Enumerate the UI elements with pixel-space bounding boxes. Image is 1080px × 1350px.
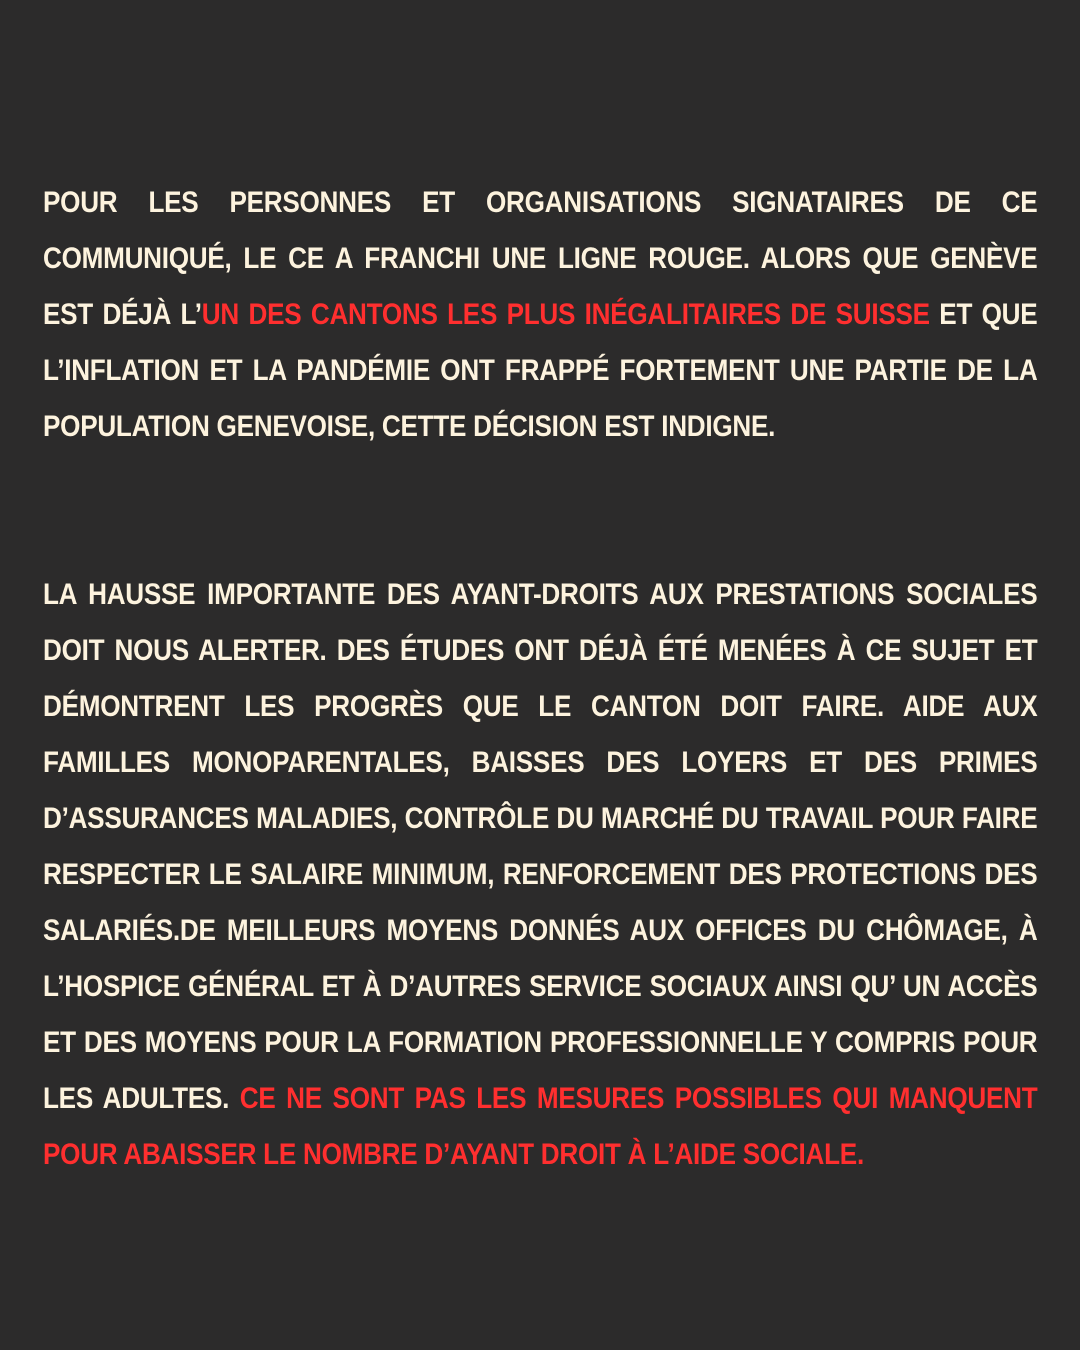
paragraph-2-highlight: CE NE SONT PAS LES MESURES POSSIBLES QUI MANQUENT POUR ABAISSER LE NOMBRE D’AYANT DROIT À L’AIDE SOCIALE. xyxy=(43,1082,1038,1171)
paragraph-1-text-start: POUR LES PERSONNES ET ORGANISATIONS SIGNATAIRES DE CE COMMUNIQUÉ, LE CE A FRANCHI UNE LIGNE ROUGE. ALORS QUE GENÈVE EST DÉJÀ L’ xyxy=(43,186,1038,331)
paragraph-1-text-end: ET QUE L’INFLATION ET LA PANDÉMIE ONT FRAPPÉ FORTEMENT UNE PARTIE DE LA POPULATION GENEVOISE, CETTE DÉCISION EST INDIGNE. xyxy=(43,298,1038,443)
paragraph-2-text: LA HAUSSE IMPORTANTE DES AYANT-DROITS AUX PRESTATIONS SOCIALES DOIT NOUS ALERTER. DES ÉTUDES ONT DÉJÀ ÉTÉ MENÉES À CE SUJET ET DÉMONTRENT LES PROGRÈS QUE LE CANTON DOIT FAIRE. AIDE AUX FAMILLES MONOPARENTALES, BAISSES DES LOYERS ET DES PRIMES D’ASSURANCES MALADIES, CONTRÔLE DU MARCHÉ DU TRAVAIL POUR FAIRE RESPECTER LE SALAIRE MINIMUM, RENFORCEMENT DES PROTECTIONS DES SALARIÉS.DE MEILLEURS MOYENS DONNÉS AUX OFFICES DU CHÔMAGE, À L’HOSPICE GÉNÉRAL ET À D’AUTRES SERVICE SOCIAUX AINSI QU’ UN ACCÈS ET DES MOYENS POUR LA FORMATION PROFESSIONNELLE Y COMPRIS POUR LES ADULTES. xyxy=(43,578,1038,1115)
paragraph-inequality xyxy=(43,175,1037,455)
paragraph-social-aid xyxy=(43,567,1037,1183)
paragraph-1-highlight: UN DES CANTONS LES PLUS INÉGALITAIRES DE SUISSE xyxy=(201,298,930,331)
